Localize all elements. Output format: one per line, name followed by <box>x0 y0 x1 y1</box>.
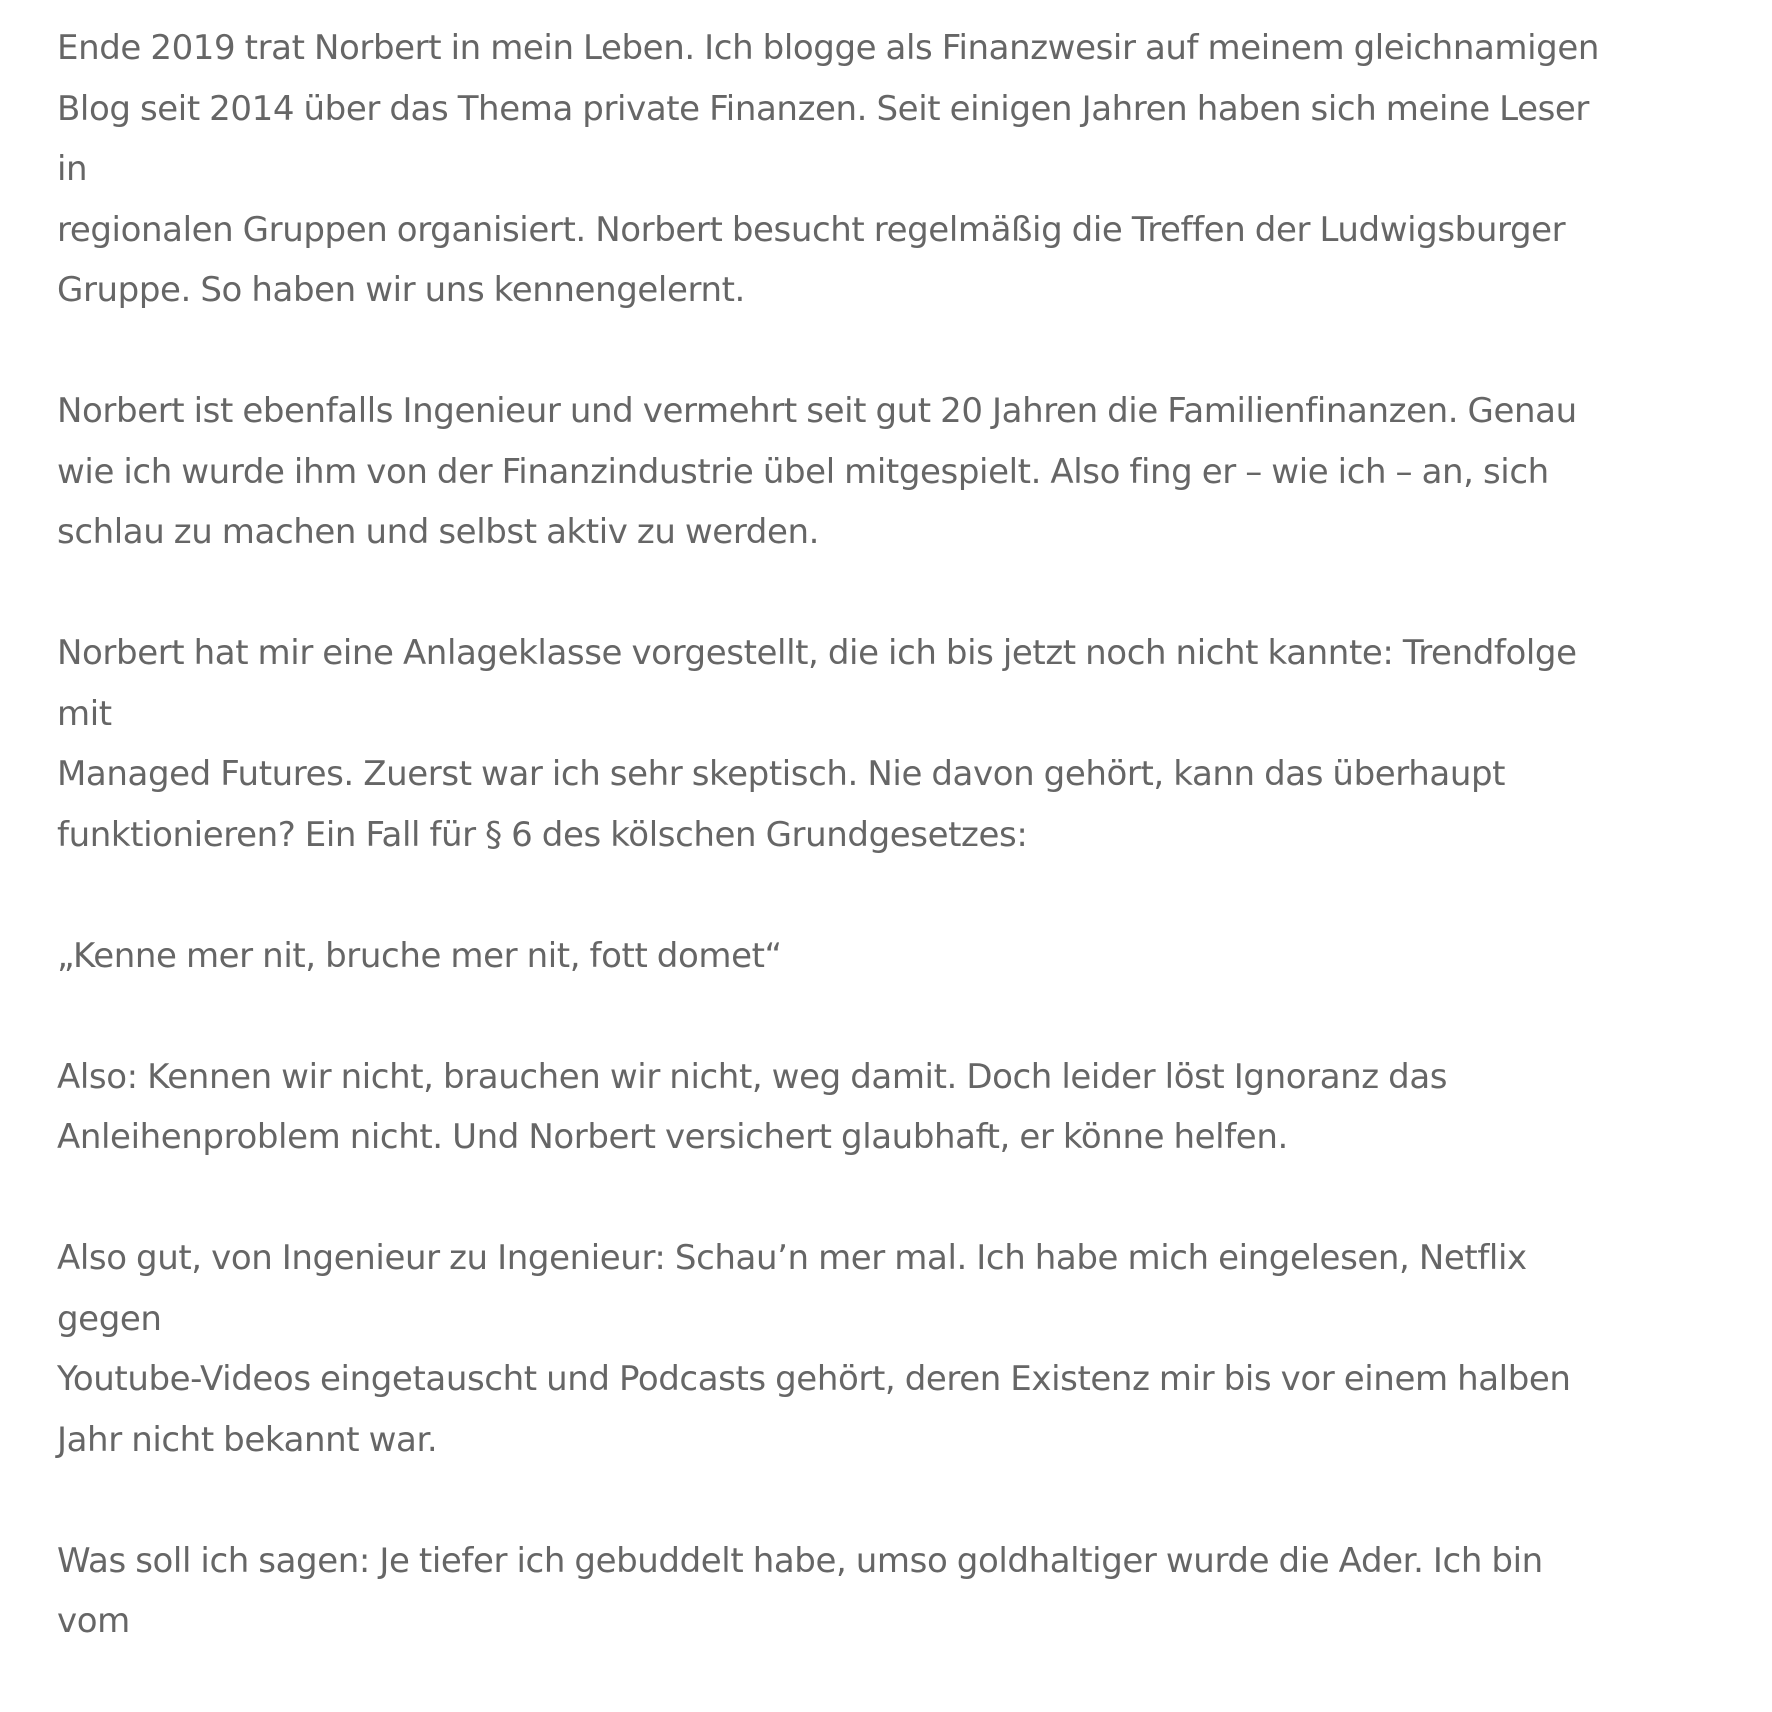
paragraph-quote: „Kenne mer nit, bruche mer nit, fott domet“ <box>57 935 782 976</box>
article-body <box>57 18 1617 1712</box>
paragraph-translation: Also: Kennen wir nicht, brauchen wir nicht, weg damit. Doch leider löst Ignoranz das Anleihenproblem nicht. Und Norbert versichert glaubhaft, er könne helfen. <box>57 1056 1448 1157</box>
paragraph-intro: Ende 2019 trat Norbert in mein Leben. Ich blogge als Finanzwesir auf meinem gleichnamigen Blog seit 2014 über das Thema private Finanzen. Seit einigen Jahren haben sich meine Leser in regionalen Gruppen organisiert. Norbert besucht regelmäßig die Treffen der Ludwigsburger Gruppe. So haben wir uns kennengelernt. <box>57 28 1600 310</box>
paragraph-engineer: Norbert ist ebenfalls Ingenieur und vermehrt seit gut 20 Jahren die Familienfinanzen. Genau wie ich wurde ihm von der Finanzindustrie übel mitgespielt. Also fing er – wie ich – an, sich schlau zu machen und selbst aktiv zu werden. <box>57 391 1577 552</box>
paragraph-research: Also gut, von Ingenieur zu Ingenieur: Schau’n mer mal. Ich habe mich eingelesen, Netflix gegen Youtube-Videos eingetauscht und Podcasts gehört, deren Existenz mir bis vor einem halben Jahr nicht bekannt war. <box>57 1238 1571 1460</box>
paragraph-asset-class: Norbert hat mir eine Anlageklasse vorgestellt, die ich bis jetzt noch nicht kannte: Trendfolge mit Managed Futures. Zuerst war ich sehr skeptisch. Nie davon gehört, kann das überhaupt funktionieren? Ein Fall für § 6 des kölschen Grundgesetzes: <box>57 633 1577 855</box>
paragraph-conclusion: Was soll ich sagen: Je tiefer ich gebuddelt habe, umso goldhaltiger wurde die Ader. Ich bin vom <box>57 1540 1543 1641</box>
